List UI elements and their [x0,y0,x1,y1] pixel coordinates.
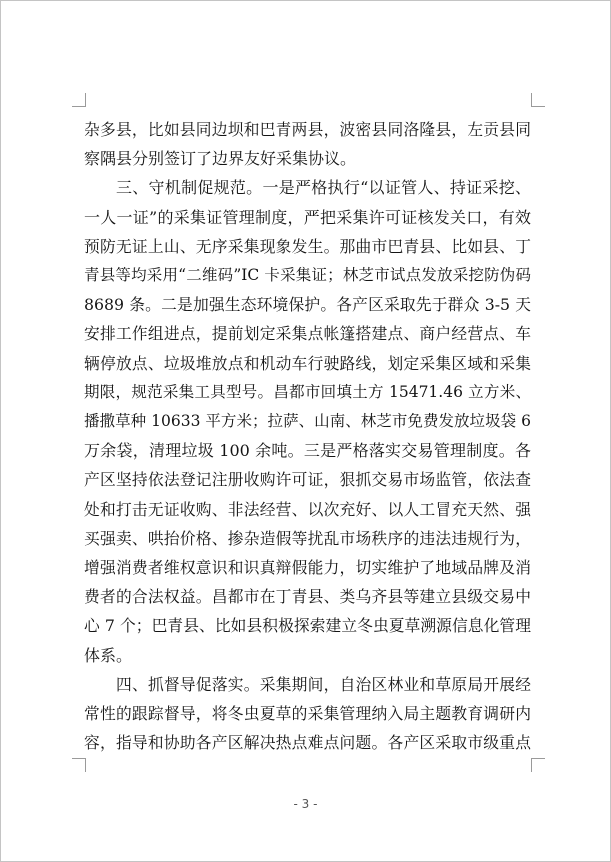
text-line: 产区坚持依法登记注册收购许可证，狠抓交易市场监管，依法查 [84,470,531,490]
text-line: 杂多县，比如县同边坝和巴青两县，波密县同洛隆县，左贡县同 [84,120,531,139]
text-line: 8689 条。二是加强生态环境保护。各产区采取先于群众 3-5 天 [84,295,531,315]
crop-mark-top-right [531,93,545,107]
text-line: 常性的跟踪督导，将冬虫夏草的采集管理纳入局主题教育调研内 [84,704,531,724]
text-line: 察隅县分别签订了边界友好采集协议。 [84,149,357,169]
text-line: 青县等均采用“二维码”IC 卡采集证；林芝市试点发放采挖防伪码 [84,266,531,285]
text-line: 费者的合法权益。昌都市在丁青县、类乌齐县等建立县级交易中 [84,587,531,607]
paragraph-section-four [84,670,531,758]
page-number: - 3 - [293,797,318,811]
text-line: 三、守机制促规范。一是严格执行“以证管人、持证采挖、 [116,178,531,198]
text-line: 辆停放点、垃圾堆放点和机动车行驶路线，划定采集区域和采集 [84,353,531,373]
text-line: 容，指导和协助各产区解决热点难点问题。各产区采取市级重点 [84,733,531,753]
paragraph-continued [84,115,531,173]
document-body [84,115,531,757]
crop-mark-bottom-right [531,758,545,772]
text-line: 体系。 [84,645,133,665]
text-line: 四、抓督导促落实。采集期间，自治区林业和草原局开展经 [116,674,531,694]
crop-mark-top-left [72,93,86,107]
text-line: 预防无证上山、无序采集现象发生。那曲市巴青县、比如县、丁 [84,236,531,256]
text-line: 安排工作组进点，提前划定采集点帐篷搭建点、商户经营点、车 [84,324,531,344]
text-line: 期限，规范采集工具型号。昌都市回填土方 15471.46 立方米、 [84,382,531,401]
text-line: 处和打击无证收购、非法经营、以次充好、以人工冒充天然、强 [84,499,531,519]
text-line: 买强卖、哄抬价格、掺杂造假等扰乱市场秩序的违法违规行为， [84,528,531,548]
text-line: 增强消费者维权意识和识真辩假能力，切实维护了地域品牌及消 [84,558,531,578]
text-line: 播撒草种 10633 平方米；拉萨、山南、林芝市免费发放垃圾袋 6 [84,412,531,431]
text-line: 一人一证”的采集证管理制度，严把采集许可证核发关口，有效 [84,207,531,227]
paragraph-section-three [84,173,531,669]
crop-mark-bottom-left [72,758,86,772]
text-line: 万余袋，清理垃圾 100 余吨。三是严格落实交易管理制度。各 [84,441,531,461]
text-line: 心 7 个；巴青县、比如县积极探索建立冬虫夏草溯源信息化管理 [84,616,531,636]
